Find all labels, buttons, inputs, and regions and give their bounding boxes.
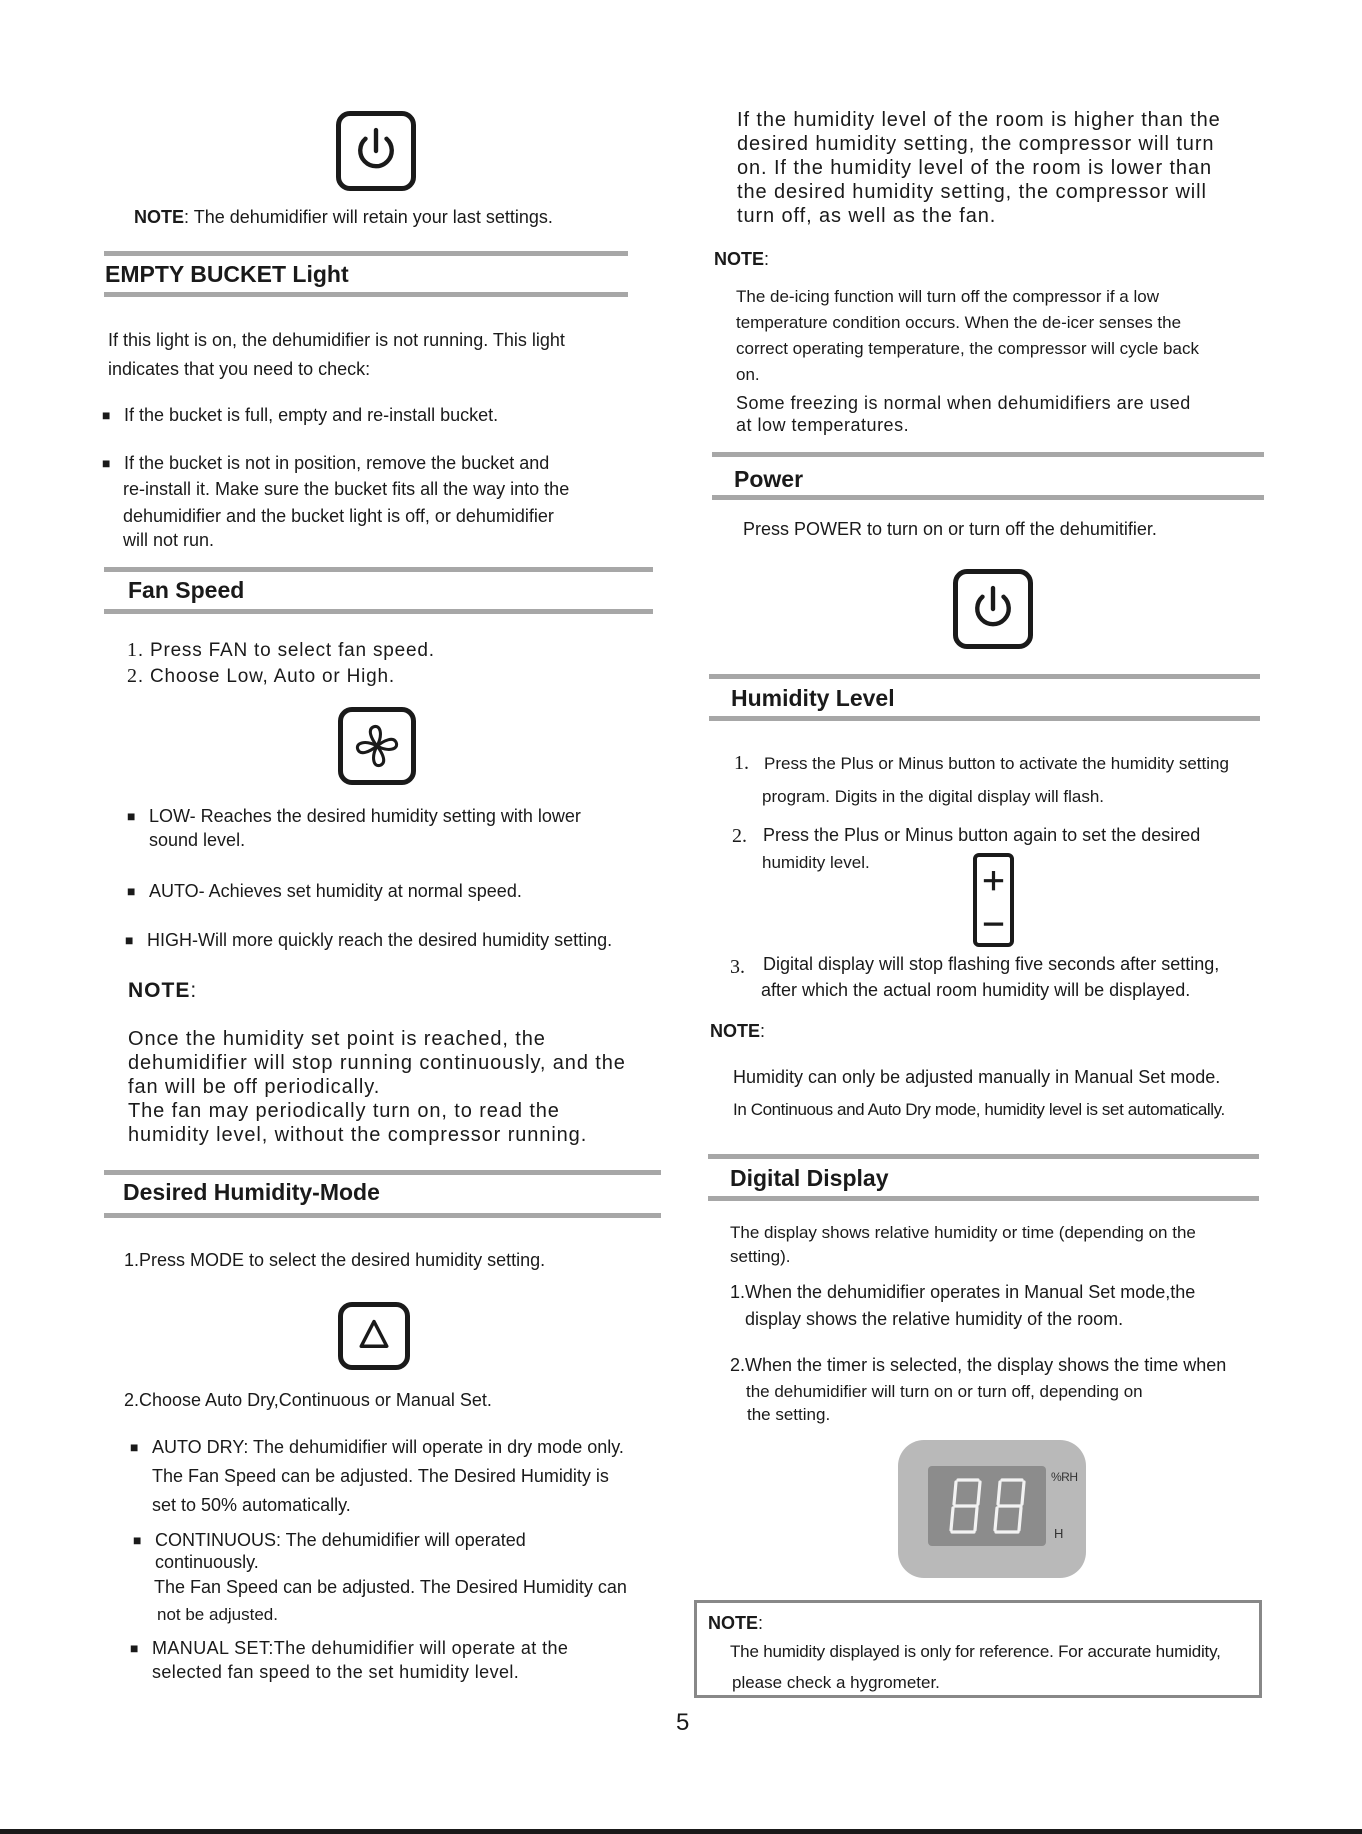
- power-heading: Power: [734, 466, 804, 492]
- fan-speed-heading: Fan Speed: [128, 577, 245, 603]
- list-item-cont: not be adjusted.: [157, 1605, 278, 1624]
- compressor-intro: If the humidity level of the room is higher than the: [737, 109, 1221, 131]
- humidity-step-2-text: Press the Plus or Minus button again to set the desired: [763, 825, 1201, 845]
- seven-segment-readout: [928, 1466, 1046, 1546]
- top-note: NOTE: The dehumidifier will retain your last settings.: [134, 207, 553, 227]
- display-item-1: 1.When the dehumidifier operates in Manual Set mode,the: [730, 1282, 1196, 1302]
- divider: [104, 609, 653, 614]
- list-item: ■ CONTINUOUS: The dehumidifier will operated: [155, 1528, 526, 1553]
- list-item-cont: set to 50% automatically.: [152, 1495, 351, 1515]
- bottom-note-label: NOTE:: [708, 1613, 764, 1633]
- display-screen: [928, 1466, 1046, 1546]
- display-item-1: display shows the relative humidity of the room.: [745, 1309, 1124, 1329]
- humidity-step-3-text: after which the actual room humidity will be displayed.: [761, 980, 1191, 1000]
- divider: [104, 292, 628, 297]
- fan-step-2: 2. Choose Low, Auto or High.: [127, 665, 395, 687]
- divider: [712, 495, 1264, 500]
- de-icing-note-line: correct operating temperature, the compressor will cycle back: [736, 339, 1199, 358]
- power-icon: [336, 111, 416, 191]
- list-item-cont: sound level.: [149, 830, 246, 850]
- display-item-2: 2.When the timer is selected, the display shows the time when: [730, 1355, 1227, 1375]
- desired-humidity-heading: Desired Humidity-Mode: [123, 1179, 380, 1205]
- bottom-note-line: please check a hygrometer.: [732, 1673, 940, 1692]
- fan-icon: [338, 707, 416, 785]
- de-icing-note-line: temperature condition occurs. When the de-icer senses the: [736, 313, 1182, 332]
- list-item-cont: The Fan Speed can be adjusted. The Desired Humidity can: [154, 1577, 627, 1597]
- list-item: ■ MANUAL SET:The dehumidifier will operate at the: [152, 1636, 568, 1661]
- compressor-intro: turn off, as well as the fan.: [737, 205, 997, 227]
- page-edge: [0, 1829, 1362, 1834]
- display-intro: The display shows relative humidity or time (depending on the: [730, 1223, 1196, 1242]
- fan-note-line: humidity level, without the compressor running.: [128, 1124, 588, 1146]
- de-icing-note-line: The de-icing function will turn off the compressor if a low: [736, 287, 1159, 306]
- empty-bucket-intro: If this light is on, the dehumidifier is not running. This light: [108, 330, 565, 350]
- list-item-cont: continuously.: [155, 1552, 259, 1572]
- humidity-step-2-text: humidity level.: [762, 853, 870, 872]
- list-item-cont: will not run.: [123, 530, 215, 550]
- de-icing-note-line: Some freezing is normal when dehumidifiers are used: [736, 393, 1191, 413]
- list-item-cont: selected fan speed to the set humidity level.: [152, 1662, 520, 1682]
- de-icing-note-label: NOTE:: [714, 249, 770, 269]
- humidity-level-heading: Humidity Level: [731, 685, 895, 711]
- mode-step-2: 2.Choose Auto Dry,Continuous or Manual Set.: [124, 1390, 492, 1410]
- display-intro: setting).: [730, 1247, 791, 1266]
- page-number: 5: [676, 1709, 690, 1736]
- list-item: ■ If the bucket is full, empty and re-install bucket.: [124, 403, 498, 428]
- empty-bucket-intro: indicates that you need to check:: [108, 359, 371, 379]
- list-item-cont: The Fan Speed can be adjusted. The Desired Humidity is: [152, 1466, 609, 1486]
- list-item: ■ AUTO DRY: The dehumidifier will operate in dry mode only.: [152, 1435, 624, 1460]
- power-text: Press POWER to turn on or turn off the dehumitifier.: [743, 519, 1157, 539]
- rh-unit-label: %RH: [1051, 1470, 1078, 1484]
- bottom-note-box: [694, 1600, 1262, 1698]
- divider: [104, 567, 653, 572]
- list-item-cont: re-install it. Make sure the bucket fits all the way into the: [123, 479, 570, 499]
- humidity-step-1-text: Press the Plus or Minus button to activate the humidity setting: [764, 754, 1229, 773]
- divider: [708, 1196, 1259, 1201]
- compressor-intro: desired humidity setting, the compressor will turn: [737, 133, 1215, 155]
- list-item: ■ AUTO- Achieves set humidity at normal speed.: [149, 879, 522, 904]
- plus-minus-icon: [973, 853, 1014, 947]
- list-item: ■ LOW- Reaches the desired humidity setting with lower: [149, 804, 581, 829]
- humidity-note-line: Humidity can only be adjusted manually in Manual Set mode.: [733, 1067, 1221, 1087]
- display-item-2: the dehumidifier will turn on or turn off, depending on: [746, 1382, 1143, 1401]
- humidity-step-2: 2.: [732, 825, 747, 847]
- divider: [104, 251, 628, 256]
- bottom-note-line: The humidity displayed is only for reference. For accurate humidity,: [730, 1642, 1221, 1661]
- mode-icon: [338, 1302, 410, 1370]
- humidity-note-line: In Continuous and Auto Dry mode, humidity level is set automatically.: [733, 1100, 1225, 1119]
- h-unit-label: H: [1054, 1526, 1064, 1541]
- empty-bucket-heading: EMPTY BUCKET Light: [105, 261, 349, 287]
- fan-note-line: The fan may periodically turn on, to read the: [128, 1100, 560, 1122]
- divider: [104, 1213, 661, 1218]
- list-item: ■ HIGH-Will more quickly reach the desired humidity setting.: [147, 928, 612, 953]
- divider: [709, 674, 1260, 679]
- compressor-intro: on. If the humidity level of the room is lower than: [737, 157, 1213, 179]
- humidity-step-3: 3.: [730, 956, 745, 978]
- divider: [709, 716, 1260, 721]
- list-item-cont: dehumidifier and the bucket light is off, or dehumidifier: [123, 506, 554, 526]
- mode-step-1: 1.Press MODE to select the desired humidity setting.: [124, 1250, 546, 1270]
- divider: [104, 1170, 661, 1175]
- divider: [712, 452, 1264, 457]
- digital-display: [898, 1440, 1086, 1578]
- divider: [708, 1154, 1259, 1159]
- display-item-2: the setting.: [747, 1405, 831, 1424]
- digital-display-heading: Digital Display: [730, 1165, 889, 1191]
- de-icing-note-line: on.: [736, 365, 760, 384]
- humidity-step-1-text: program. Digits in the digital display will flash.: [762, 787, 1105, 806]
- fan-note-line: fan will be off periodically.: [128, 1076, 381, 1098]
- power-icon: [953, 569, 1033, 649]
- humidity-step-1: 1.: [734, 752, 749, 774]
- fan-note-line: dehumidifier will stop running continuously, and the: [128, 1052, 626, 1074]
- fan-step-1: 1. Press FAN to select fan speed.: [127, 639, 435, 661]
- list-item: ■ If the bucket is not in position, remove the bucket and: [124, 451, 549, 476]
- humidity-step-3-text: Digital display will stop flashing five seconds after setting,: [763, 954, 1220, 974]
- fan-note-line: Once the humidity set point is reached, the: [128, 1028, 546, 1050]
- fan-note-label: NOTE:: [128, 979, 198, 1002]
- compressor-intro: the desired humidity setting, the compressor will: [737, 181, 1207, 203]
- de-icing-note-line: at low temperatures.: [736, 415, 910, 435]
- humidity-note-label: NOTE:: [710, 1021, 766, 1041]
